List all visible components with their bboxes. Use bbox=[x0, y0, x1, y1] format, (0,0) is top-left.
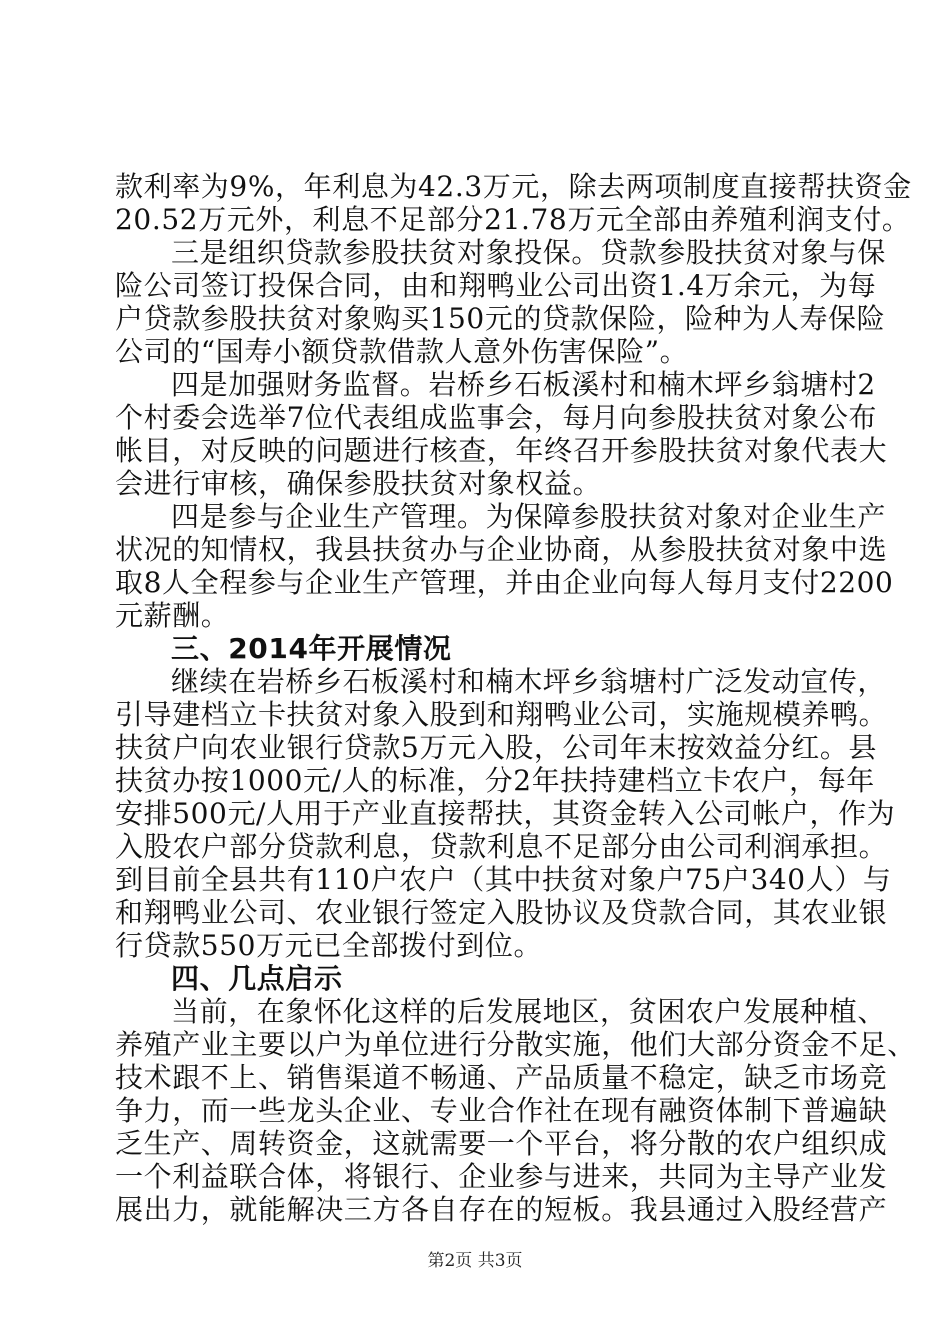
body-line: 乏生产、周转资金，这就需要一个平台，将分散的农户组织成 bbox=[115, 1127, 888, 1160]
body-line: 引导建档立卡扶贫对象入股到和翔鸭业公司，实施规模养鸭。 bbox=[115, 698, 888, 731]
section-heading: 三、2014年开展情况 bbox=[171, 632, 452, 665]
body-line: 个村委会选举7位代表组成监事会，每月向参股扶贫对象公布 bbox=[115, 401, 878, 434]
body-line: 款利率为9%，年利息为42.3万元，除去两项制度直接帮扶资金 bbox=[115, 170, 912, 203]
body-line: 险公司签订投保合同，由和翔鸭业公司出资1.4万余元，为每 bbox=[115, 269, 877, 302]
paragraph-start-line: 四是参与企业生产管理。为保障参股扶贫对象对企业生产 bbox=[171, 500, 887, 533]
body-line: 入股农户部分贷款利息，贷款利息不足部分由公司利润承担。 bbox=[115, 830, 888, 863]
page-footer: 第2页 共3页 bbox=[427, 1251, 523, 1271]
body-line: 20.52万元外，利息不足部分21.78万元全部由养殖利润支付。 bbox=[115, 203, 911, 236]
section-heading: 四、几点启示 bbox=[171, 962, 343, 995]
document-body bbox=[115, 170, 916, 1226]
paragraph-start-line: 三是组织贷款参股扶贫对象投保。贷款参股扶贫对象与保 bbox=[171, 236, 887, 269]
body-line: 扶贫户向农业银行贷款5万元入股，公司年末按效益分红。县 bbox=[115, 731, 878, 764]
body-line: 帐目，对反映的问题进行核查，年终召开参股扶贫对象代表大 bbox=[115, 434, 888, 467]
body-line: 会进行审核，确保参股扶贫对象权益。 bbox=[115, 467, 602, 500]
body-line: 户贷款参股扶贫对象购买150元的贷款保险，险种为人寿保险 bbox=[115, 302, 886, 335]
body-line: 安排500元/人用于产业直接帮扶，其资金转入公司帐户，作为 bbox=[115, 797, 896, 830]
body-line: 一个利益联合体，将银行、企业参与进来，共同为主导产业发 bbox=[115, 1160, 888, 1193]
body-line: 取8人全程参与企业生产管理，并由企业向每人每月支付2200 bbox=[115, 566, 894, 599]
body-line: 公司的“国寿小额贷款借款人意外伤害保险”。 bbox=[115, 335, 689, 368]
paragraph-start-line: 继续在岩桥乡石板溪村和楠木坪乡翁塘村广泛发动宣传， bbox=[171, 665, 887, 698]
body-line: 和翔鸭业公司、农业银行签定入股协议及贷款合同，其农业银 bbox=[115, 896, 888, 929]
body-line: 展出力，就能解决三方各自存在的短板。我县通过入股经营产 bbox=[115, 1193, 888, 1226]
body-line: 技术跟不上、销售渠道不畅通、产品质量不稳定，缺乏市场竞 bbox=[115, 1061, 888, 1094]
body-line: 到目前全县共有110户农户（其中扶贫对象户75户340人）与 bbox=[115, 863, 892, 896]
paragraph-start-line: 当前，在象怀化这样的后发展地区，贫困农户发展种植、 bbox=[171, 995, 887, 1028]
body-line: 状况的知情权，我县扶贫办与企业协商，从参股扶贫对象中选 bbox=[115, 533, 888, 566]
body-line: 扶贫办按1000元/人的标准，分2年扶持建档立卡农户，每年 bbox=[115, 764, 875, 797]
body-line: 养殖产业主要以户为单位进行分散实施，他们大部分资金不足、 bbox=[115, 1028, 916, 1061]
body-line: 元薪酬。 bbox=[115, 599, 230, 632]
body-line: 行贷款550万元已全部拨付到位。 bbox=[115, 929, 543, 962]
body-line: 争力，而一些龙头企业、专业合作社在现有融资体制下普遍缺 bbox=[115, 1094, 888, 1127]
paragraph-start-line: 四是加强财务监督。岩桥乡石板溪村和楠木坪乡翁塘村2 bbox=[171, 368, 876, 401]
